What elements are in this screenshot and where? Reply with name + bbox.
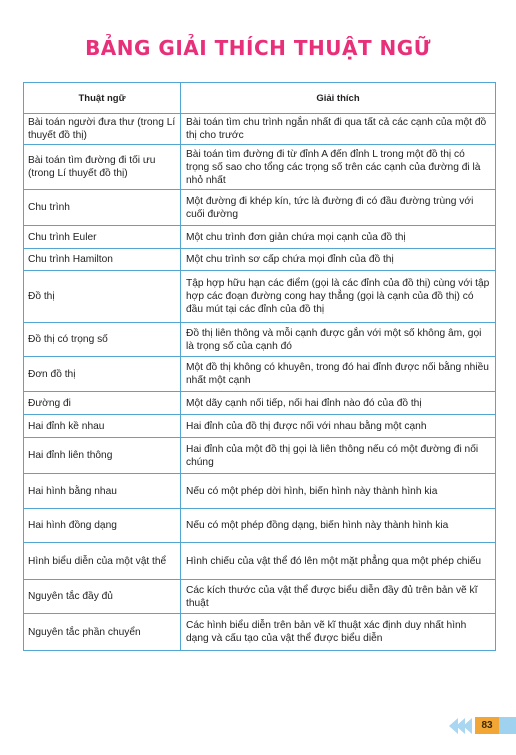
glossary-table: [23, 82, 496, 651]
term-cell: Bài toán người đưa thư (trong Lí thuyết đồ thị): [24, 114, 181, 144]
term-cell: Hai đỉnh liên thông: [24, 438, 181, 473]
description-cell: Bài toán tìm đường đi từ đỉnh A đến đỉnh L trong một đồ thị có trọng số sao cho tổng các trọng số trên các cạnh của đường đi là nhỏ nhất: [186, 148, 481, 186]
description-cell: Một chu trình đơn giản chứa mọi cạnh của đồ thị: [186, 231, 406, 243]
table-row: [24, 356, 495, 391]
description-cell: Bài toán tìm chu trình ngắn nhất đi qua tất cả các cạnh của một đồ thị cho trước: [186, 117, 487, 141]
description-cell: Các kích thước của vật thể được biểu diễn đầy đủ trên bản vẽ kĩ thuật: [186, 584, 478, 609]
term-cell: Đơn đồ thị: [24, 357, 181, 391]
term-cell: Chu trình Hamilton: [24, 249, 181, 270]
table-row: [24, 189, 495, 225]
table-row: [24, 579, 495, 613]
description-cell: Một chu trình sơ cấp chứa mọi đỉnh của đồ thị: [186, 254, 394, 265]
page-number-marker: [449, 715, 516, 737]
term-cell: Bài toán tìm đường đi tối ưu (trong Lí thuyết đồ thị): [24, 145, 181, 189]
description-cell: Đồ thị liên thông và mỗi cạnh được gắn với một số không âm, gọi là trọng số của cạnh đó: [186, 327, 482, 352]
description-cell: Hai đỉnh của một đồ thị gọi là liên thông nếu có một đường đi nối chúng: [186, 443, 479, 468]
description-cell: Hình chiếu của vật thể đó lên một mặt phẳng qua một phép chiếu: [186, 555, 482, 567]
table-row: [24, 225, 495, 248]
term-cell: Đồ thị: [24, 271, 181, 322]
description-cell: Các hình biểu diễn trên bản vẽ kĩ thuật xác định duy nhất hình dạng và cấu tạo của vật thể được biểu diễn: [186, 620, 467, 644]
table-row: [24, 113, 495, 144]
header-description: Giải thích: [316, 92, 360, 104]
term-cell: Hai hình đồng dạng: [24, 509, 181, 542]
description-cell: Tập hợp hữu hạn các điểm (gọi là các đỉnh của đồ thị) cùng với tập hợp các đoạn đường cong hay thẳng (gọi là cạnh của đồ thị) có đầu mút tại các đỉnh của đồ thị: [186, 278, 490, 315]
term-cell: Hai hình bằng nhau: [24, 474, 181, 508]
table-row: [24, 248, 495, 270]
description-cell: Một đồ thị không có khuyên, trong đó hai đỉnh được nối bằng nhiều nhất một cạnh: [186, 362, 489, 386]
page-number: 83: [475, 717, 499, 734]
description-cell: Một dãy cạnh nối tiếp, nối hai đỉnh nào đó của đồ thị: [186, 397, 422, 409]
table-row: [24, 391, 495, 414]
page-edge-tab: [499, 717, 516, 734]
chevron-left-icon: [463, 718, 472, 734]
table-row: [24, 322, 495, 356]
description-cell: Hai đỉnh của đồ thị được nối với nhau bằng một cạnh: [186, 420, 427, 432]
page-title: BẢNG GIẢI THÍCH THUẬT NGỮ: [85, 36, 431, 60]
table-row: [24, 437, 495, 473]
term-cell: Hình biểu diễn của một vật thể: [24, 543, 181, 579]
table-row: [24, 508, 495, 542]
term-cell: Hai đỉnh kề nhau: [24, 415, 181, 437]
table-row: [24, 144, 495, 189]
term-cell: Chu trình: [24, 190, 181, 225]
table-row: [24, 613, 495, 650]
table-header-row: [24, 83, 495, 113]
description-cell: Một đường đi khép kín, tức là đường đi có đầu đường trùng với cuối đường: [186, 195, 474, 220]
term-cell: Đồ thị có trọng số: [24, 323, 181, 356]
description-cell: Nếu có một phép dời hình, biến hình này thành hình kia: [186, 485, 438, 497]
table-row: [24, 270, 495, 322]
term-cell: Nguyên tắc đầy đủ: [24, 580, 181, 613]
table-row: [24, 473, 495, 508]
table-row: [24, 414, 495, 437]
term-cell: Nguyên tắc phần chuyển: [24, 614, 181, 650]
description-cell: Nếu có một phép đồng dạng, biến hình này thành hình kia: [186, 520, 449, 531]
header-term: Thuật ngữ: [24, 83, 181, 113]
term-cell: Chu trình Euler: [24, 226, 181, 248]
term-cell: Đường đi: [24, 392, 181, 414]
table-row: [24, 542, 495, 579]
